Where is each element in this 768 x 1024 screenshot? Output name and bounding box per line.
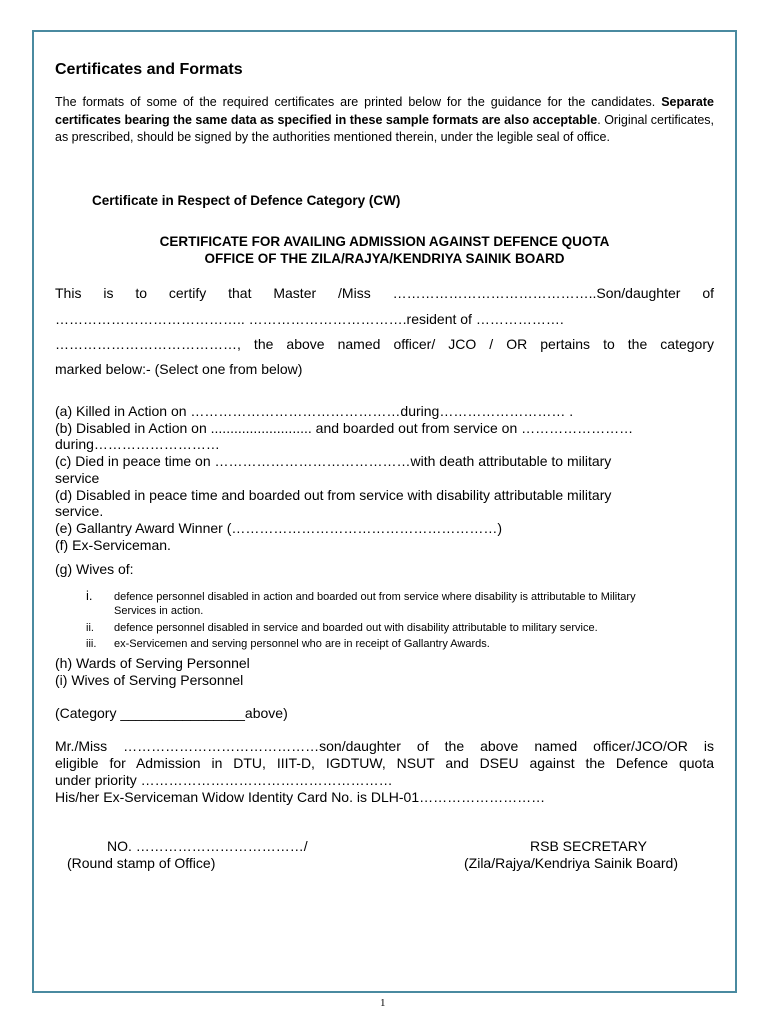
wives-item-i-cont: Services in action. [114,605,204,617]
category-line: (Category ________________above) [55,705,288,721]
intro-paragraph [55,94,714,147]
eligible-line-1: Mr./Miss ……………………………………son/daughter of the above named officer/JCO/OR is [55,738,714,754]
item-d-line1: (d) Disabled in peace time and boarded out from service with disability attributable military [55,487,612,503]
item-i: (i) Wives of Serving Personnel [55,672,244,688]
item-c-line1: (c) Died in peace time on ……………………………………with death attributable to military [55,453,612,469]
round-stamp-label: (Round stamp of Office) [67,855,216,871]
item-f: (f) Ex-Serviceman. [55,537,171,553]
intro-bold-text: Separate certificates bearing the same data as specified in these sample formats are also acceptable [55,95,714,127]
page-title: Certificates and Formats [55,61,243,78]
wives-item-iii [86,637,716,653]
wives-item-text: defence personnel disabled in action and boarded out from service where disability is attributable to Military [114,591,636,603]
item-e: (e) Gallantry Award Winner (…………………………………………………) [55,520,503,536]
page-number: 1 [380,997,386,1009]
office-number: NO. ………………………………/ [107,838,308,854]
eligible-line-3: under priority ……………………………………………… [55,772,393,788]
certificate-subheading: Certificate in Respect of Defence Category (CW) [92,193,401,208]
wives-item-i [86,588,716,606]
eligible-line-4: His/her Ex-Serviceman Widow Identity Card No. is DLH-01……………………… [55,789,546,805]
wives-item-number: iii. [86,638,97,650]
certificate-title-line1: CERTIFICATE FOR AVAILING ADMISSION AGAINST DEFENCE QUOTA [159,234,610,249]
wives-item-number: i. [86,588,93,603]
item-b-line2: during……………………… [55,436,220,452]
item-a: (a) Killed in Action on ………………………………………during……………………… . [55,403,574,419]
certify-line-4: marked below:- (Select one from below) [55,361,303,377]
sainik-board-label: (Zila/Rajya/Kendriya Sainik Board) [464,855,678,871]
certificate-title-line2: OFFICE OF THE ZILA/RAJYA/KENDRIYA SAINIK BOARD [204,251,565,266]
certify-line-2: ………………………………….. …………………………….resident of ………………. [55,311,564,327]
certify-line-1: This is to certify that Master /Miss ……………………………………..Son/daughter of [55,285,714,301]
certify-line-3: …………………………………, the above named officer/ JCO / OR pertains to the category [55,336,714,352]
rsb-secretary-label: RSB SECRETARY [530,838,647,854]
item-d-line2: service. [55,503,104,519]
item-h: (h) Wards of Serving Personnel [55,655,250,671]
wives-item-ii [86,621,716,637]
wives-item-text: ex-Servicemen and serving personnel who are in receipt of Gallantry Awards. [114,638,490,650]
wives-item-number: ii. [86,622,94,634]
wives-item-text: defence personnel disabled in service and boarded out with disability attributable to military service. [114,622,598,634]
item-g: (g) Wives of: [55,561,134,577]
eligible-line-2: eligible for Admission in DTU, IIIT-D, IGDTUW, NSUT and DSEU against the Defence quota [55,755,714,771]
item-c-line2: service [55,470,100,486]
intro-text-end: . Original certificates, as prescribed, should be signed by the authorities mentioned therein, under the legible seal of office. [55,112,714,144]
intro-text: The formats of some of the required certificates are printed below for the guidance for the candidates. [55,95,662,109]
item-b-line1: (b) Disabled in Action on .......................... and boarded out from service on …………………… [55,420,634,436]
